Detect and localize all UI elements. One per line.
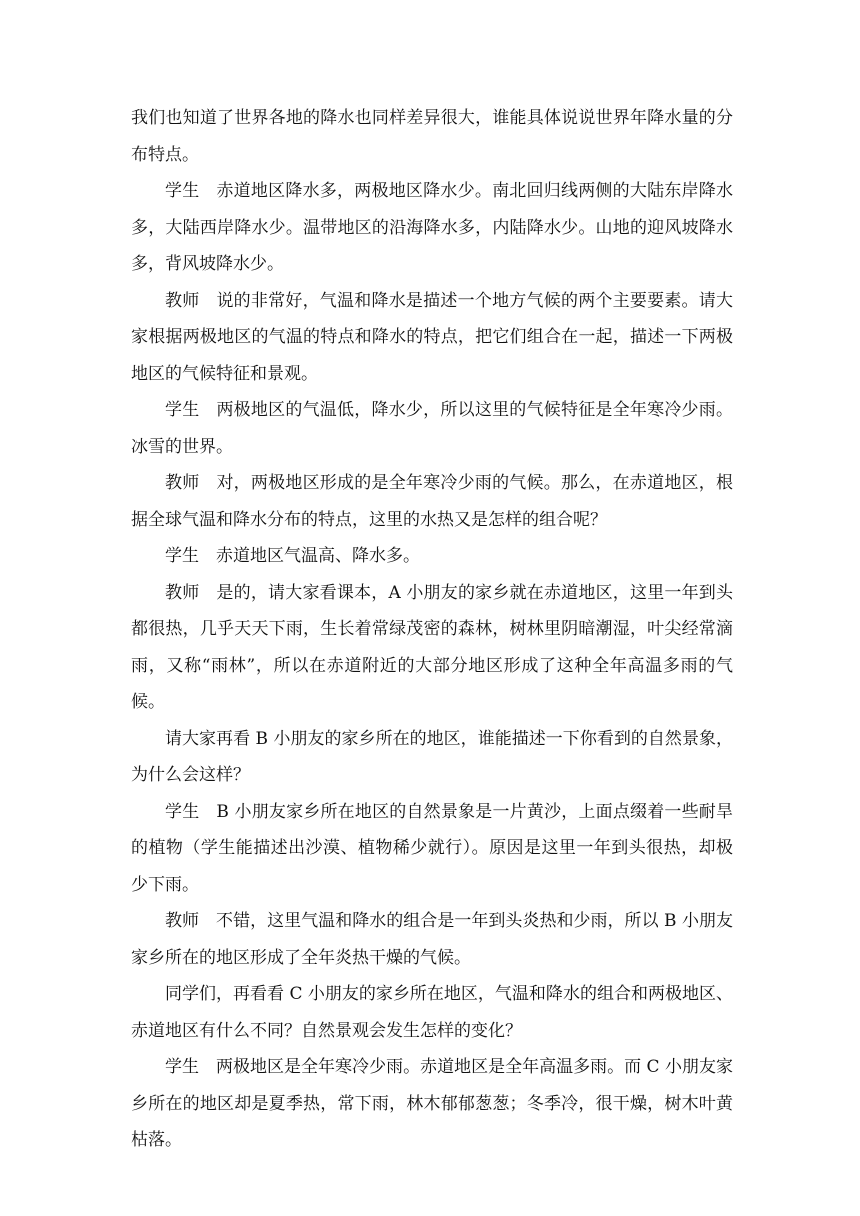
paragraph <box>131 100 733 173</box>
paragraph <box>131 976 733 1049</box>
paragraph-text: 两极地区是全年寒冷少雨。赤道地区是全年高温多雨。而 C 小朋友家乡所在的地区却是夏季热，常下雨，林木郁郁葱葱；冬季冷，很干燥，树木叶黄枯落。 <box>131 1057 733 1150</box>
paragraph-text: 同学们，再看看 C 小朋友的家乡所在地区，气温和降水的组合和两极地区、赤道地区有什么不同？自然景观会发生怎样的变化？ <box>131 984 733 1041</box>
dialogue-paragraph <box>131 465 733 538</box>
speaker-label: 教师 <box>165 473 200 493</box>
paragraph-text: 我们也知道了世界各地的降水也同样差异很大，谁能具体说说世界年降水量的分布特点。 <box>131 108 733 165</box>
speaker-label: 学生 <box>165 400 200 420</box>
paragraph-text: 赤道地区降水多，两极地区降水少。南北回归线两侧的大陆东岸降水多，大陆西岸降水少。温带地区的沿海降水多，内陆降水少。山地的迎风坡降水多，背风坡降水少。 <box>131 181 734 274</box>
paragraph-text: 是的，请大家看课本，A 小朋友的家乡就在赤道地区，这里一年到头都很热，几乎天天下雨，生长着常绿茂密的森林，树林里阴暗潮湿，叶尖经常滴雨，又称“雨林”，所以在赤道附近的大部分地区形成了这种全年高温多雨的气候。 <box>131 582 734 712</box>
speaker-label: 学生 <box>165 1057 200 1077</box>
paragraph <box>131 721 733 794</box>
paragraph-text: 请大家再看 B 小朋友的家乡所在的地区，谁能描述一下你看到的自然景象，为什么会这样？ <box>131 728 733 785</box>
paragraph-text: 说的非常好，气温和降水是描述一个地方气候的两个主要要素。请大家根据两极地区的气温的特点和降水的特点，把它们组合在一起，描述一下两极地区的气候特征和景观。 <box>131 290 734 384</box>
dialogue-paragraph <box>131 173 733 283</box>
dialogue-paragraph <box>131 794 733 904</box>
speaker-label: 教师 <box>165 911 200 931</box>
speaker-label: 教师 <box>165 290 200 311</box>
dialogue-paragraph <box>131 1049 733 1159</box>
paragraph-text: 两极地区的气温低，降水少，所以这里的气候特征是全年寒冷少雨。冰雪的世界。 <box>131 400 734 457</box>
paragraph-text: 赤道地区气温高、降水多。 <box>216 546 420 566</box>
dialogue-paragraph <box>131 575 733 721</box>
dialogue-paragraph <box>131 903 733 976</box>
speaker-label: 学生 <box>165 801 200 822</box>
dialogue-paragraph <box>131 392 733 465</box>
speaker-label: 学生 <box>165 546 199 566</box>
speaker-label: 教师 <box>165 582 200 603</box>
paragraph-text: 不错，这里气温和降水的组合是一年到头炎热和少雨，所以 B 小朋友家乡所在的地区形成了全年炎热干燥的气候。 <box>131 911 733 968</box>
document-body <box>131 100 733 1159</box>
speaker-label: 学生 <box>165 181 200 201</box>
dialogue-paragraph <box>131 538 733 575</box>
paragraph-text: B 小朋友家乡所在地区的自然景象是一片黄沙，上面点缀着一些耐旱的植物（学生能描述出沙漠、植物稀少就行）。原因是这里一年到头很热，却极少下雨。 <box>131 801 734 895</box>
dialogue-paragraph <box>131 283 733 393</box>
paragraph-text: 对，两极地区形成的是全年寒冷少雨的气候。那么，在赤道地区，根据全球气温和降水分布的特点，这里的水热又是怎样的组合呢？ <box>131 473 734 530</box>
